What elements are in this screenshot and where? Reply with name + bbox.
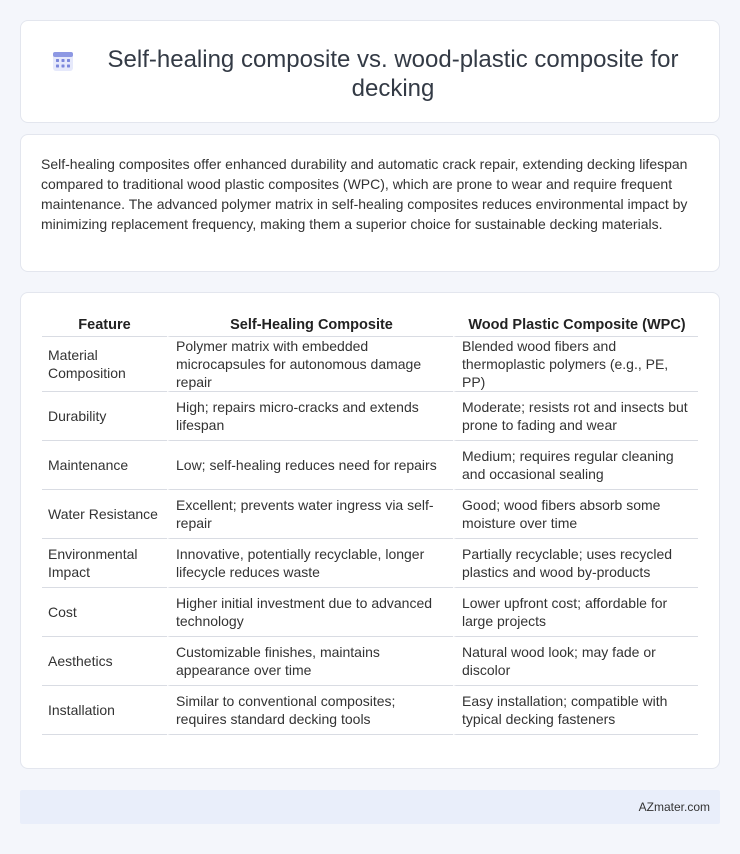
footer-brand[interactable]: AZmater.com: [638, 800, 710, 814]
wpc-cell: Medium; requires regular cleaning and occasional sealing: [453, 441, 698, 490]
wpc-cell: Moderate; resists rot and insects but prone to fading and wear: [453, 392, 698, 441]
column-header-feature: Feature: [42, 315, 167, 337]
feature-cell: Aesthetics: [42, 637, 167, 686]
comparison-table-card: [20, 292, 720, 769]
table-row: [42, 637, 698, 686]
comparison-table: [42, 315, 698, 735]
feature-cell: Material Composition: [42, 337, 167, 392]
calendar-grid-icon: [51, 49, 75, 73]
wpc-cell: Partially recyclable; uses recycled plastics and wood by-products: [453, 539, 698, 588]
table-row: [42, 441, 698, 490]
wpc-cell: Lower upfront cost; affordable for large projects: [453, 588, 698, 637]
self-healing-cell: Customizable finishes, maintains appearance over time: [167, 637, 453, 686]
wpc-cell: Easy installation; compatible with typical decking fasteners: [453, 686, 698, 735]
table-row: [42, 588, 698, 637]
self-healing-cell: Innovative, potentially recyclable, longer lifecycle reduces waste: [167, 539, 453, 588]
column-header-wpc: Wood Plastic Composite (WPC): [453, 315, 698, 337]
self-healing-cell: Low; self-healing reduces need for repairs: [167, 441, 453, 490]
page-title: Self-healing composite vs. wood-plastic composite for decking: [107, 46, 679, 102]
self-healing-cell: Higher initial investment due to advanced technology: [167, 588, 453, 637]
feature-cell: Water Resistance: [42, 490, 167, 539]
table-row: [42, 392, 698, 441]
feature-cell: Installation: [42, 686, 167, 735]
self-healing-cell: High; repairs micro-cracks and extends lifespan: [167, 392, 453, 441]
self-healing-cell: Excellent; prevents water ingress via self-repair: [167, 490, 453, 539]
table-header-row: [42, 315, 698, 337]
table-row: [42, 539, 698, 588]
feature-cell: Durability: [42, 392, 167, 441]
wpc-cell: Good; wood fibers absorb some moisture over time: [453, 490, 698, 539]
table-row: [42, 490, 698, 539]
summary-card: [20, 134, 720, 272]
table-row: [42, 337, 698, 392]
column-header-self-healing: Self-Healing Composite: [167, 315, 453, 337]
self-healing-cell: Similar to conventional composites; requires standard decking tools: [167, 686, 453, 735]
feature-cell: Cost: [42, 588, 167, 637]
feature-cell: Maintenance: [42, 441, 167, 490]
wpc-cell: Blended wood fibers and thermoplastic polymers (e.g., PE, PP): [453, 337, 698, 392]
footer-bar: [20, 790, 720, 824]
summary-text: Self-healing composites offer enhanced durability and automatic crack repair, extending decking lifespan compared to traditional wood plastic composites (WPC), which are prone to wear and require frequent maintenance. The advanced polymer matrix in self-healing composites reduces environmental impact by minimizing replacement frequency, making them a superior choice for sustainable decking materials.: [41, 156, 688, 232]
table-row: [42, 686, 698, 735]
header-card: [20, 20, 720, 123]
self-healing-cell: Polymer matrix with embedded microcapsules for autonomous damage repair: [167, 337, 453, 392]
feature-cell: Environmental Impact: [42, 539, 167, 588]
wpc-cell: Natural wood look; may fade or discolor: [453, 637, 698, 686]
